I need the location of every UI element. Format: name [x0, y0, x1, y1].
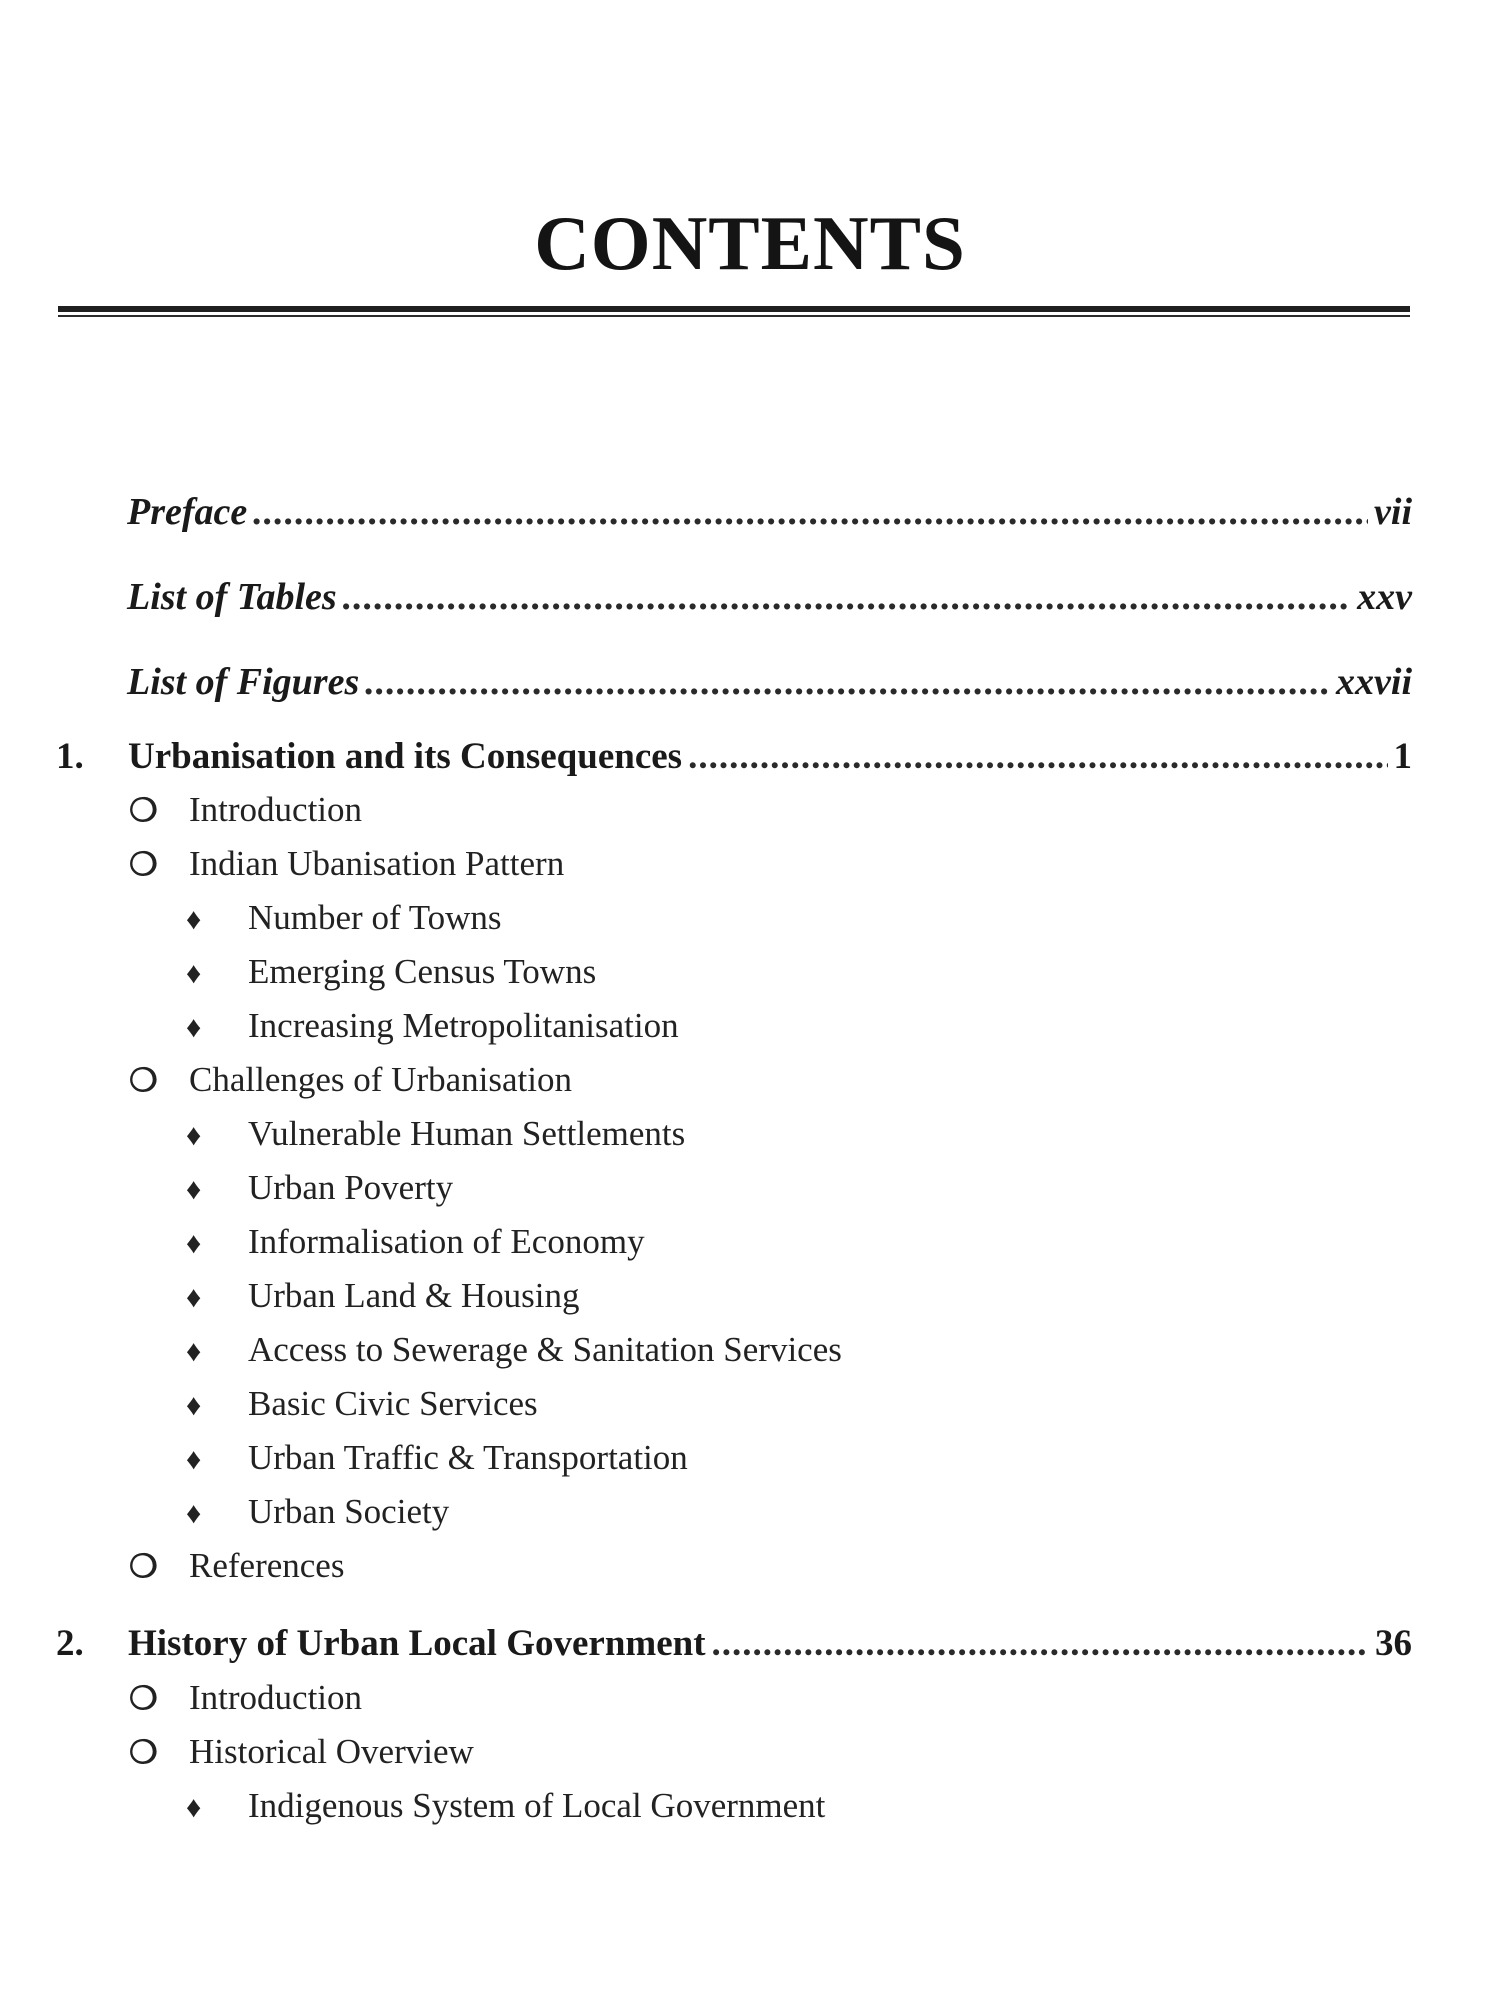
toc-subsection[interactable] — [186, 1114, 685, 1154]
toc-entry-preface[interactable] — [127, 490, 1412, 534]
toc-section[interactable] — [129, 844, 564, 884]
page-number: 1 — [1393, 736, 1412, 777]
toc-subsection[interactable] — [186, 952, 596, 992]
section-label: Introduction — [189, 790, 363, 829]
diamond-bullet-icon: ♦ — [186, 1119, 202, 1152]
entry-label: Preface — [127, 491, 248, 533]
diamond-bullet-icon: ♦ — [186, 1497, 202, 1530]
subsection-label: Urban Poverty — [248, 1168, 454, 1207]
page-number: xxv — [1357, 576, 1412, 618]
subsection-label: Number of Towns — [248, 898, 502, 937]
toc-subsection[interactable] — [186, 1786, 825, 1826]
circle-bullet-icon: ❍ — [129, 1734, 158, 1770]
toc-entry-list-of-figures[interactable] — [127, 660, 1412, 704]
diamond-bullet-icon: ♦ — [186, 1011, 202, 1044]
circle-bullet-icon: ❍ — [129, 1548, 158, 1584]
entry-label: List of Tables — [127, 576, 337, 618]
subsection-label: Emerging Census Towns — [248, 952, 597, 991]
subsection-label: Basic Civic Services — [248, 1384, 538, 1423]
page-number: xxvii — [1336, 661, 1412, 703]
diamond-bullet-icon: ♦ — [186, 1173, 202, 1206]
subsection-label: Urban Society — [248, 1492, 450, 1531]
section-label: Indian Ubanisation Pattern — [189, 844, 565, 883]
subsection-label: Informalisation of Economy — [248, 1222, 645, 1261]
toc-subsection[interactable] — [186, 1006, 679, 1046]
title-rule — [58, 306, 1410, 312]
circle-bullet-icon: ❍ — [129, 846, 158, 882]
toc-subsection[interactable] — [186, 1330, 842, 1370]
toc-subsection[interactable] — [186, 898, 502, 938]
diamond-bullet-icon: ♦ — [186, 1443, 202, 1476]
dot-leader — [365, 660, 1330, 704]
toc-chapter-2[interactable] — [56, 1622, 1412, 1665]
section-label: Introduction — [189, 1678, 363, 1717]
toc-chapter-1[interactable] — [56, 735, 1412, 778]
subsection-label: Indigenous System of Local Government — [248, 1786, 826, 1825]
page-number: 36 — [1375, 1623, 1412, 1664]
section-label: Challenges of Urbanisation — [189, 1060, 572, 1099]
dot-leader — [253, 490, 1368, 534]
chapter-number: 2. — [56, 1623, 84, 1664]
toc-subsection[interactable] — [186, 1222, 645, 1262]
toc-subsection[interactable] — [186, 1168, 453, 1208]
dot-leader — [343, 575, 1351, 619]
toc-subsection[interactable] — [186, 1384, 538, 1424]
page-number: vii — [1374, 491, 1412, 533]
chapter-title: Urbanisation and its Consequences — [128, 736, 683, 777]
toc-section[interactable] — [129, 1732, 474, 1772]
toc-section[interactable] — [129, 790, 362, 830]
diamond-bullet-icon: ♦ — [186, 1335, 202, 1368]
subsection-label: Urban Traffic & Transportation — [248, 1438, 688, 1477]
toc-section[interactable] — [129, 1546, 344, 1586]
diamond-bullet-icon: ♦ — [186, 957, 202, 990]
subsection-label: Access to Sewerage & Sanitation Services — [248, 1330, 842, 1369]
dot-leader — [712, 1622, 1369, 1665]
section-label: References — [189, 1546, 345, 1585]
chapter-number: 1. — [56, 736, 84, 777]
circle-bullet-icon: ❍ — [129, 792, 158, 828]
diamond-bullet-icon: ♦ — [186, 1281, 202, 1314]
section-label: Historical Overview — [189, 1732, 474, 1771]
subsection-label: Urban Land & Housing — [248, 1276, 580, 1315]
toc-entry-list-of-tables[interactable] — [127, 575, 1412, 619]
circle-bullet-icon: ❍ — [129, 1062, 158, 1098]
toc-section[interactable] — [129, 1060, 572, 1100]
diamond-bullet-icon: ♦ — [186, 1227, 202, 1260]
title-rule-thin — [58, 315, 1410, 317]
subsection-label: Vulnerable Human Settlements — [248, 1114, 686, 1153]
diamond-bullet-icon: ♦ — [186, 1791, 202, 1824]
diamond-bullet-icon: ♦ — [186, 903, 202, 936]
subsection-label: Increasing Metropolitanisation — [248, 1006, 679, 1045]
toc-section[interactable] — [129, 1678, 362, 1718]
toc-subsection[interactable] — [186, 1492, 449, 1532]
page-title: CONTENTS — [534, 200, 966, 286]
diamond-bullet-icon: ♦ — [186, 1389, 202, 1422]
circle-bullet-icon: ❍ — [129, 1680, 158, 1716]
toc-subsection[interactable] — [186, 1438, 688, 1478]
chapter-title: History of Urban Local Government — [128, 1623, 706, 1664]
toc-subsection[interactable] — [186, 1276, 579, 1316]
dot-leader — [688, 735, 1387, 778]
entry-label: List of Figures — [127, 661, 360, 703]
